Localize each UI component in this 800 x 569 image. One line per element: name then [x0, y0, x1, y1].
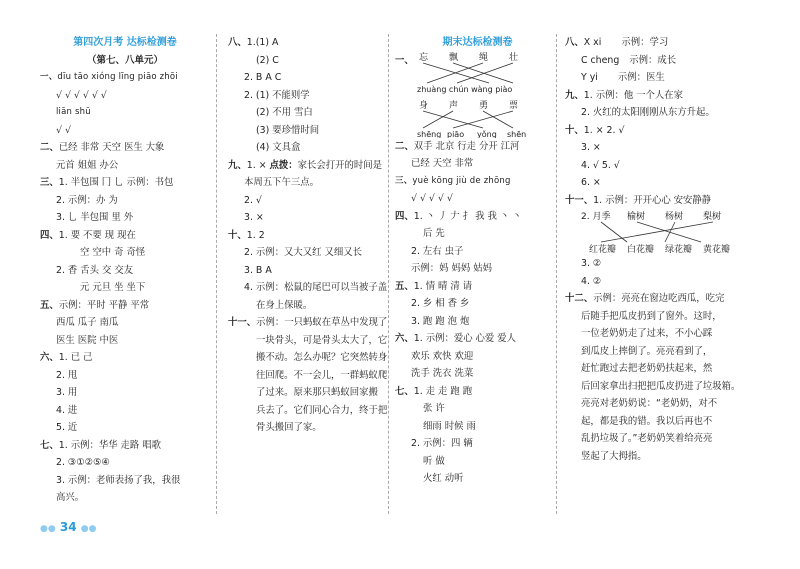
- q4-line-1: 四、1. 丶 丿 𠂇 扌 我 我 丶 丶: [395, 210, 522, 222]
- q8-line-2: (2) C: [256, 54, 279, 66]
- match-top-3: 杨树: [665, 212, 684, 222]
- section-subtitle: （第七、八单元）: [86, 54, 163, 66]
- match-top-1: 2. 月季: [581, 212, 611, 222]
- q5-line-3: 医生 医院 中医: [56, 334, 119, 346]
- q12-line-7: 亮亮对老奶奶说：“老奶奶，对不: [581, 398, 718, 409]
- page-number: ●● 34 ●●: [40, 520, 97, 534]
- q2-line-1: 二、已经 非常 天空 医生 大象: [40, 142, 165, 153]
- q10-line-1: 十、1. × 2. √: [565, 124, 625, 136]
- match-line: [601, 222, 713, 242]
- q11-line-3: 搬不动。怎么办呢？它突然转身: [256, 352, 388, 363]
- q3-line-3: 3. 乚 半包围 里 外: [56, 212, 134, 223]
- q11-line-1: 十一、1. 示例：开开心心 安安静静: [565, 194, 712, 206]
- match-bottom-1: 身: [418, 100, 428, 111]
- q11-line-1: 十一、示例：一只蚂蚁在草丛中发现了: [228, 317, 388, 328]
- q12-line-5: 赶忙跑过去把老奶奶扶起来，然: [581, 363, 713, 374]
- q7-line-3: 细雨 时候 雨: [423, 420, 476, 432]
- q8-line-3: 2. B A C: [244, 72, 282, 83]
- match-bottom-2: 白花瓣: [627, 245, 655, 255]
- q5-line-3: 3. 跑 跑 泡 炮: [411, 315, 470, 327]
- q10-line-2: 3. ×: [581, 142, 601, 153]
- q9-line-2: 本周五下午三点。: [244, 177, 320, 188]
- q11-line-3: 3. ②: [581, 258, 602, 269]
- q4-line-2: 空 空中 奇 奇怪: [80, 247, 146, 258]
- q2-line-2: 元首 姐姐 办公: [56, 159, 119, 171]
- q3-pinyin: 三、yuè kōng jiù de zhōng: [395, 175, 511, 186]
- column-2: [228, 34, 408, 437]
- match-bottom-2: 声: [448, 100, 458, 111]
- q3-ticks: √ √ √ √ √: [411, 193, 453, 204]
- match-line: [423, 111, 453, 128]
- q7-line-6: 火红 动听: [423, 473, 464, 484]
- q11-matching-diagram: [581, 209, 761, 255]
- q9-line-2: 2. 火红的太阳刚刚从东方升起。: [581, 107, 715, 118]
- column-3: [395, 34, 560, 488]
- q7-line-2: 2. ③①②⑤④: [56, 457, 110, 468]
- match-top-3: 绳: [478, 52, 488, 63]
- q8-line-7: (4) 文具盒: [256, 142, 301, 153]
- q4-line-3: 2. 左右 虫子: [411, 245, 464, 257]
- q1-pinyin-1: 一、dīu tāo xióng līng piāo zhōi: [40, 72, 178, 82]
- q1-pinyin-2: liān shū: [56, 107, 91, 117]
- column-divider: [388, 34, 389, 514]
- decor-dots-icon: ●●: [40, 524, 56, 534]
- q7-line-3: 3. 示例：老师表扬了我，我很: [56, 474, 181, 486]
- match-line: [483, 111, 513, 128]
- match-line: [423, 111, 483, 128]
- match-pinyin-1: shēng: [416, 129, 442, 138]
- q8-line-1: 八、X xi 示例：学习: [565, 37, 669, 48]
- q1-match: 一、 忘 飘 绳 壮 zhuàng chún wàng piào 身 声 勇 票 shēng piāo yǒng shēn: [395, 52, 560, 138]
- q10-line-1: 十、1. 2: [228, 229, 265, 241]
- q6-line-3: 洗手 洗衣 洗菜: [411, 368, 474, 379]
- match-top-2: 飘: [448, 52, 458, 63]
- column-1: [40, 34, 210, 507]
- q4-line-3: 2. 香 舌头 交 交友: [56, 264, 134, 276]
- q8-line-3: Y yi 示例：医生: [581, 72, 665, 83]
- match-bottom-4: 黄花瓣: [703, 245, 731, 255]
- q6-line-1: 六、1. 已 己: [40, 352, 93, 363]
- q12-line-10: 竖起了大拇指。: [581, 450, 647, 462]
- column-divider: [556, 34, 557, 514]
- matching-diagram: [417, 50, 547, 138]
- q3-line-1: 三、1. 半包围 冂 乚 示例：书包: [40, 177, 174, 188]
- q12-line-2: 后随手把瓜皮扔到了窗外。这时，: [581, 310, 722, 322]
- q6-line-2: 欢乐 欢快 欢迎: [411, 350, 474, 362]
- q7-line-1: 七、1. 走 走 跑 跑: [395, 385, 473, 397]
- q5-line-1: 五、示例：平时 平静 平常: [40, 299, 150, 311]
- q8-line-1: 八、1.(1) A: [228, 37, 279, 48]
- q4-line-1: 四、1. 要 不要 现 现在: [40, 229, 136, 241]
- q7-line-1: 七、1. 示例：华华 走路 唱歌: [40, 439, 162, 451]
- q4-line-4: 示例：妈 妈妈 姑妈: [411, 263, 492, 274]
- q7-line-5: 听 做: [423, 455, 445, 467]
- q6-line-2: 2. 甩: [56, 369, 78, 381]
- match-line: [601, 222, 627, 242]
- q4-line-4: 元 元旦 坐 坐下: [80, 282, 146, 293]
- q8-line-4: 2. (1) 不能则学: [244, 89, 310, 101]
- q3-line-2: 2. 示例：办 为: [56, 194, 118, 206]
- q9-line-3: 2. √: [244, 194, 262, 206]
- match-bottom-3: 勇: [478, 100, 488, 111]
- column-divider: [216, 34, 217, 514]
- match-top-1: 忘: [418, 52, 428, 63]
- q6-line-4: 4. 进: [56, 404, 78, 416]
- match-top-4: 壮: [508, 52, 518, 63]
- q10-line-5: 在身上保暖。: [256, 299, 313, 311]
- match-bottom-3: 绿花瓣: [665, 245, 693, 255]
- match-pinyin-4: shēn: [506, 129, 526, 138]
- q4-line-2: 后 先: [423, 228, 445, 239]
- q6-line-1: 六、1. 示例：爱心 心爱 爱人: [395, 333, 517, 344]
- q11-line-6: 兵去了。它们同心合力，终于把: [256, 404, 388, 416]
- q10-line-2: 2. 示例：又大又红 又细又长: [244, 247, 363, 258]
- match-line: [427, 63, 483, 83]
- q12-line-1: 十二、示例：亮亮在窗边吃西瓜，吃完: [565, 293, 725, 304]
- match-bottom-1: 红花瓣: [589, 245, 617, 255]
- q11-line-5: 了过来。原来那只蚂蚁回家搬: [256, 387, 378, 398]
- q6-line-3: 3. 用: [56, 387, 78, 398]
- match-line: [665, 222, 675, 242]
- q9-line-1: 九、1. 示例：他 一个人在家: [565, 89, 684, 101]
- q12-line-4: 到瓜皮上摔倒了。亮亮看到了，: [581, 345, 713, 357]
- q10-line-3: 4. √ 5. √: [581, 159, 620, 171]
- q7-line-2: 张 许: [423, 403, 445, 414]
- q1-ticks-1: √ √ √ √ √ √: [56, 89, 107, 101]
- match-line: [453, 111, 513, 128]
- q8-line-2: C cheng 示例：成长: [581, 54, 677, 66]
- match-pinyin-3: yǒng: [476, 129, 497, 138]
- section-title: 期末达标检测卷: [442, 37, 513, 48]
- q1-ticks-2: √ √: [56, 124, 71, 136]
- q12-line-8: 起，都是我的错。我以后再也不: [581, 415, 713, 427]
- q8-line-6: (3) 要珍惜时间: [256, 124, 320, 136]
- q7-line-4: 2. 示例：四 辆: [411, 438, 473, 449]
- q10-line-4: 4. 示例：松鼠的尾巴可以当被子盖: [244, 282, 388, 293]
- q2-line-2: 已经 天空 非常: [411, 158, 474, 169]
- q8-line-5: (2) 不用 雪白: [256, 107, 313, 118]
- q11-line-4: 4. ②: [581, 275, 602, 287]
- section-title: 第四次月考 达标检测卷: [73, 37, 177, 48]
- q5-line-2: 2. 乡 相 香 乡: [411, 298, 470, 309]
- column-4: [565, 34, 765, 465]
- q11-line-2: 一块骨头，可是骨头太大了，它: [256, 334, 388, 346]
- match-top-4: 梨树: [703, 212, 722, 222]
- decor-dots-icon: ●●: [80, 524, 97, 534]
- q12-line-3: 一位老奶奶走了过来，不小心踩: [581, 328, 713, 339]
- match-bottom-4: 票: [508, 100, 518, 111]
- match-line: [637, 222, 701, 242]
- q2-line-1: 二、双手 北京 行走 分开 江河: [395, 140, 520, 152]
- q9-line-1: 九、1. × 点拨：家长会打开的时间是: [228, 159, 383, 171]
- q9-line-4: 3. ×: [244, 212, 264, 223]
- match-pinyin-2: piāo: [446, 129, 464, 138]
- q12-line-9: 乱扔垃圾了。”老奶奶笑着给亮亮: [581, 433, 713, 444]
- q5-line-1: 五、1. 情 晴 清 请: [395, 280, 473, 292]
- q12-line-6: 后回家拿出扫把把瓜皮扔进了垃圾箱。: [581, 380, 741, 392]
- q11-line-4: 往回爬。不一会儿，一群蚂蚁爬: [256, 369, 388, 381]
- match-top-2: 榆树: [627, 212, 646, 222]
- q11-line-7: 骨头搬回了家。: [256, 422, 322, 433]
- q5-line-2: 西瓜 瓜子 南瓜: [56, 317, 119, 328]
- q7-line-4: 高兴。: [56, 492, 85, 503]
- q6-line-5: 5. 近: [56, 422, 78, 433]
- match-mid-pinyin: zhuàng chún wàng piào: [416, 84, 513, 94]
- q10-line-3: 3. B A: [244, 264, 272, 276]
- q10-line-4: 6. ×: [581, 177, 601, 188]
